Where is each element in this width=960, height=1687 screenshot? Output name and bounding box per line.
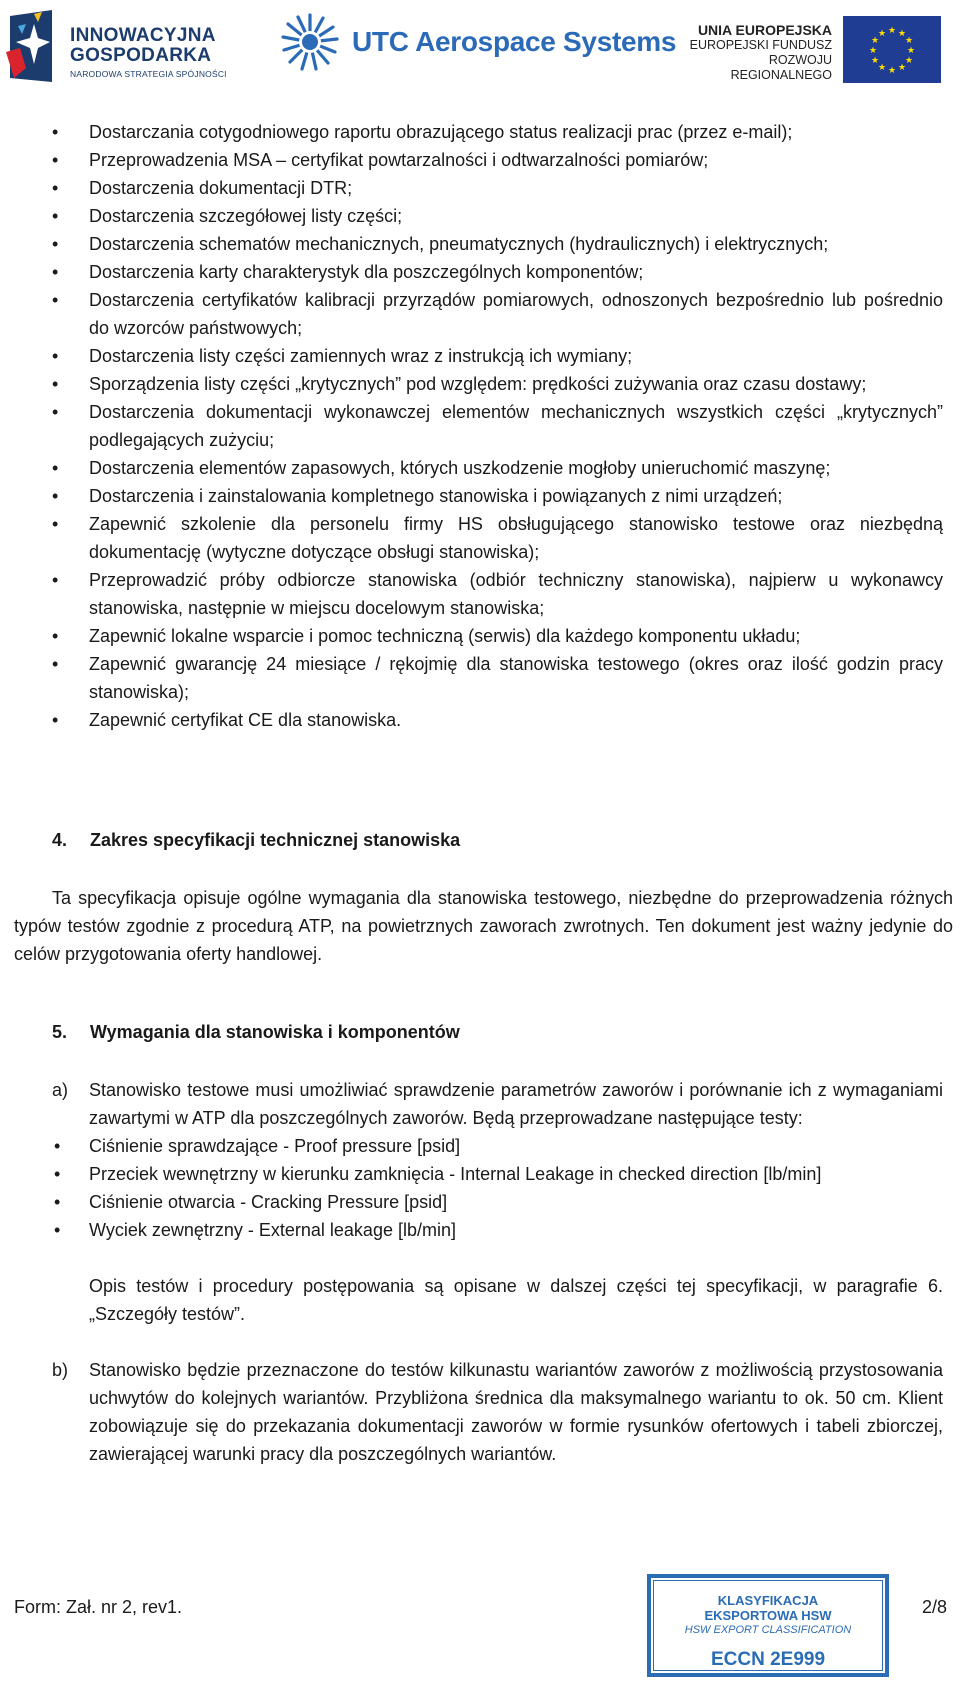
svg-text:★: ★ <box>887 26 897 36</box>
svg-text:★: ★ <box>897 63 907 73</box>
list-item: • Sporządzenia listy części „krytycznych” pod względem: prędkości zużywania oraz czasu dostawy; <box>52 374 867 394</box>
list-item: • Dostarczenia szczegółowej listy części; <box>52 206 403 226</box>
innowacyjna-gospodarka-logo <box>4 8 236 88</box>
test-item: • Ciśnienie sprawdzające - Proof pressure [psid] <box>54 1136 461 1156</box>
utc-wordmark: UTC Aerospace Systems <box>352 26 677 57</box>
page-number: 2/8 <box>922 1597 948 1617</box>
requirement-b <box>0 1356 960 1468</box>
svg-text:★: ★ <box>887 66 897 76</box>
list-item: • Zapewnić gwarancję 24 miesiące / rękojmię dla stanowiska testowego (okres oraz ilość godzin pracy stanowiska); <box>52 654 943 702</box>
list-item: • Dostarczenia schematów mechanicznych, pneumatycznych (hydraulicznych) i elektrycznych; <box>52 234 829 254</box>
ig-title-line1: INNOWACYJNA <box>70 25 216 46</box>
section-4-heading <box>52 830 652 854</box>
svg-text:★: ★ <box>904 36 914 46</box>
obligations-list <box>0 118 960 734</box>
tests-note: Opis testów i procedury postępowania są opisane w dalszej części tej specyfikacji, w paragrafie 6. „Szczegóły testów”. <box>89 1276 943 1324</box>
list-item: • Przeprowadzenia MSA – certyfikat powtarzalności i odtwarzalności pomiarów; <box>52 150 709 170</box>
item-label: b) <box>52 1360 69 1380</box>
svg-text:★: ★ <box>877 63 887 73</box>
list-item: • Zapewnić lokalne wsparcie i pomoc techniczną (serwis) dla każdego komponentu układu; <box>52 626 801 646</box>
export-classification-stamp <box>647 1574 889 1677</box>
item-text: Stanowisko będzie przeznaczone do testów kilkunastu wariantów zaworów z możliwością przystosowania uchwytów do kolejnych wariantów. Przybliżona średnica dla maksymalnego wariantu to ok. 50 cm. Klient zobowiązuje się do przekazania dokumentacji zaworów w formie rysunków ofertowych i tabeli zbiorczej, zawierającej warunki pracy dla poszczególnych wariantów. <box>89 1360 943 1464</box>
ue-line3: ROZWOJU REGIONALNEGO <box>730 53 832 82</box>
test-item: • Wyciek zewnętrzny - External leakage [lb/min] <box>54 1220 456 1240</box>
svg-text:★: ★ <box>897 29 907 39</box>
section-title: Wymagania dla stanowiska i komponentów <box>90 1022 460 1042</box>
stamp-eccn: ECCN 2E999 <box>710 1649 826 1670</box>
requirement-a <box>0 1076 960 1132</box>
list-item: • Dostarczenia listy części zamiennych wraz z instrukcją ich wymiany; <box>52 346 633 366</box>
list-item: • Zapewnić certyfikat CE dla stanowiska. <box>52 710 402 730</box>
list-item: • Dostarczenia i zainstalowania kompletnego stanowiska i powiązanych z nimi urządzeń; <box>52 486 783 506</box>
ig-subtitle: NARODOWA STRATEGIA SPÓJNOŚCI <box>70 69 227 79</box>
page-header <box>0 0 960 100</box>
test-item: • Przeciek wewnętrzny w kierunku zamknięcia - Internal Leakage in checked direction [lb/min] <box>54 1164 822 1184</box>
list-item: • Zapewnić szkolenie dla personelu firmy HS obsługującego stanowisko testowe oraz niezbędną dokumentację (wytyczne dotyczące obsługi stanowiska); <box>52 514 943 562</box>
ig-title-line2: GOSPODARKA <box>70 45 212 66</box>
svg-text:★: ★ <box>906 46 916 56</box>
ue-line2: EUROPEJSKI FUNDUSZ <box>689 38 832 52</box>
svg-text:★: ★ <box>877 29 887 39</box>
section-number: 5. <box>52 1022 68 1042</box>
section-4-paragraph: Ta specyfikacja opisuje ogólne wymagania dla stanowiska testowego, niezbędne do przeprowadzenia różnych typów testów zgodnie z procedurą ATP, na powietrznych zaworach zwrotnych. Ten dokument jest ważny jedynie do celów przygotowania oferty handlowej. <box>14 888 953 964</box>
list-item: • Dostarczenia karty charakterystyk dla poszczególnych komponentów; <box>52 262 644 282</box>
stamp-line1: KLASYFIKACJA <box>717 1593 819 1608</box>
list-item: • Dostarczenia elementów zapasowych, których uszkodzenie mogłoby unieruchomić maszynę; <box>52 458 831 478</box>
stamp-line2: EKSPORTOWA HSW <box>704 1608 832 1623</box>
list-item: • Dostarczenia dokumentacji DTR; <box>52 178 353 198</box>
utc-sunburst-icon <box>280 12 340 72</box>
list-item: • Dostarczenia certyfikatów kalibracji przyrządów pomiarowych, odnoszonych bezpośrednio lub pośrednio do wzorców państwowych; <box>52 290 943 338</box>
eu-flag-icon <box>843 16 941 83</box>
eu-fund-label <box>668 22 832 83</box>
svg-text:★: ★ <box>904 56 914 66</box>
svg-text:★: ★ <box>868 46 878 56</box>
list-item: • Przeprowadzić próby odbiorcze stanowiska (odbiór techniczny stanowiska), najpierw u wykonawcy stanowiska, następnie w miejscu docelowym stanowiska; <box>52 570 943 618</box>
form-reference: Form: Zał. nr 2, rev1. <box>14 1597 183 1617</box>
section-5-heading <box>52 1022 652 1046</box>
item-text: Stanowisko testowe musi umożliwiać sprawdzenie parametrów zaworów i porównanie ich z wymaganiami zawartymi w ATP dla poszczególnych zaworów. Będą przeprowadzane następujące testy: <box>89 1080 943 1128</box>
list-item: • Dostarczania cotygodniowego raportu obrazującego status realizacji prac (przez e-mail); <box>52 122 793 142</box>
ue-line1: UNIA EUROPEJSKA <box>697 22 832 38</box>
svg-text:★: ★ <box>870 36 880 46</box>
stamp-line3: HSW EXPORT CLASSIFICATION <box>684 1624 852 1636</box>
utc-aerospace-logo <box>280 12 677 72</box>
section-5-body <box>0 1076 960 1468</box>
svg-text:★: ★ <box>870 56 880 66</box>
ig-flag-icon <box>4 8 64 86</box>
item-label: a) <box>52 1080 69 1100</box>
list-item: • Dostarczenia dokumentacji wykonawczej elementów mechanicznych wszystkich części „krytycznych” podlegających zużyciu; <box>52 402 943 450</box>
test-item: • Ciśnienie otwarcia - Cracking Pressure [psid] <box>54 1192 448 1212</box>
section-number: 4. <box>52 830 68 850</box>
section-title: Zakres specyfikacji technicznej stanowiska <box>90 830 461 850</box>
